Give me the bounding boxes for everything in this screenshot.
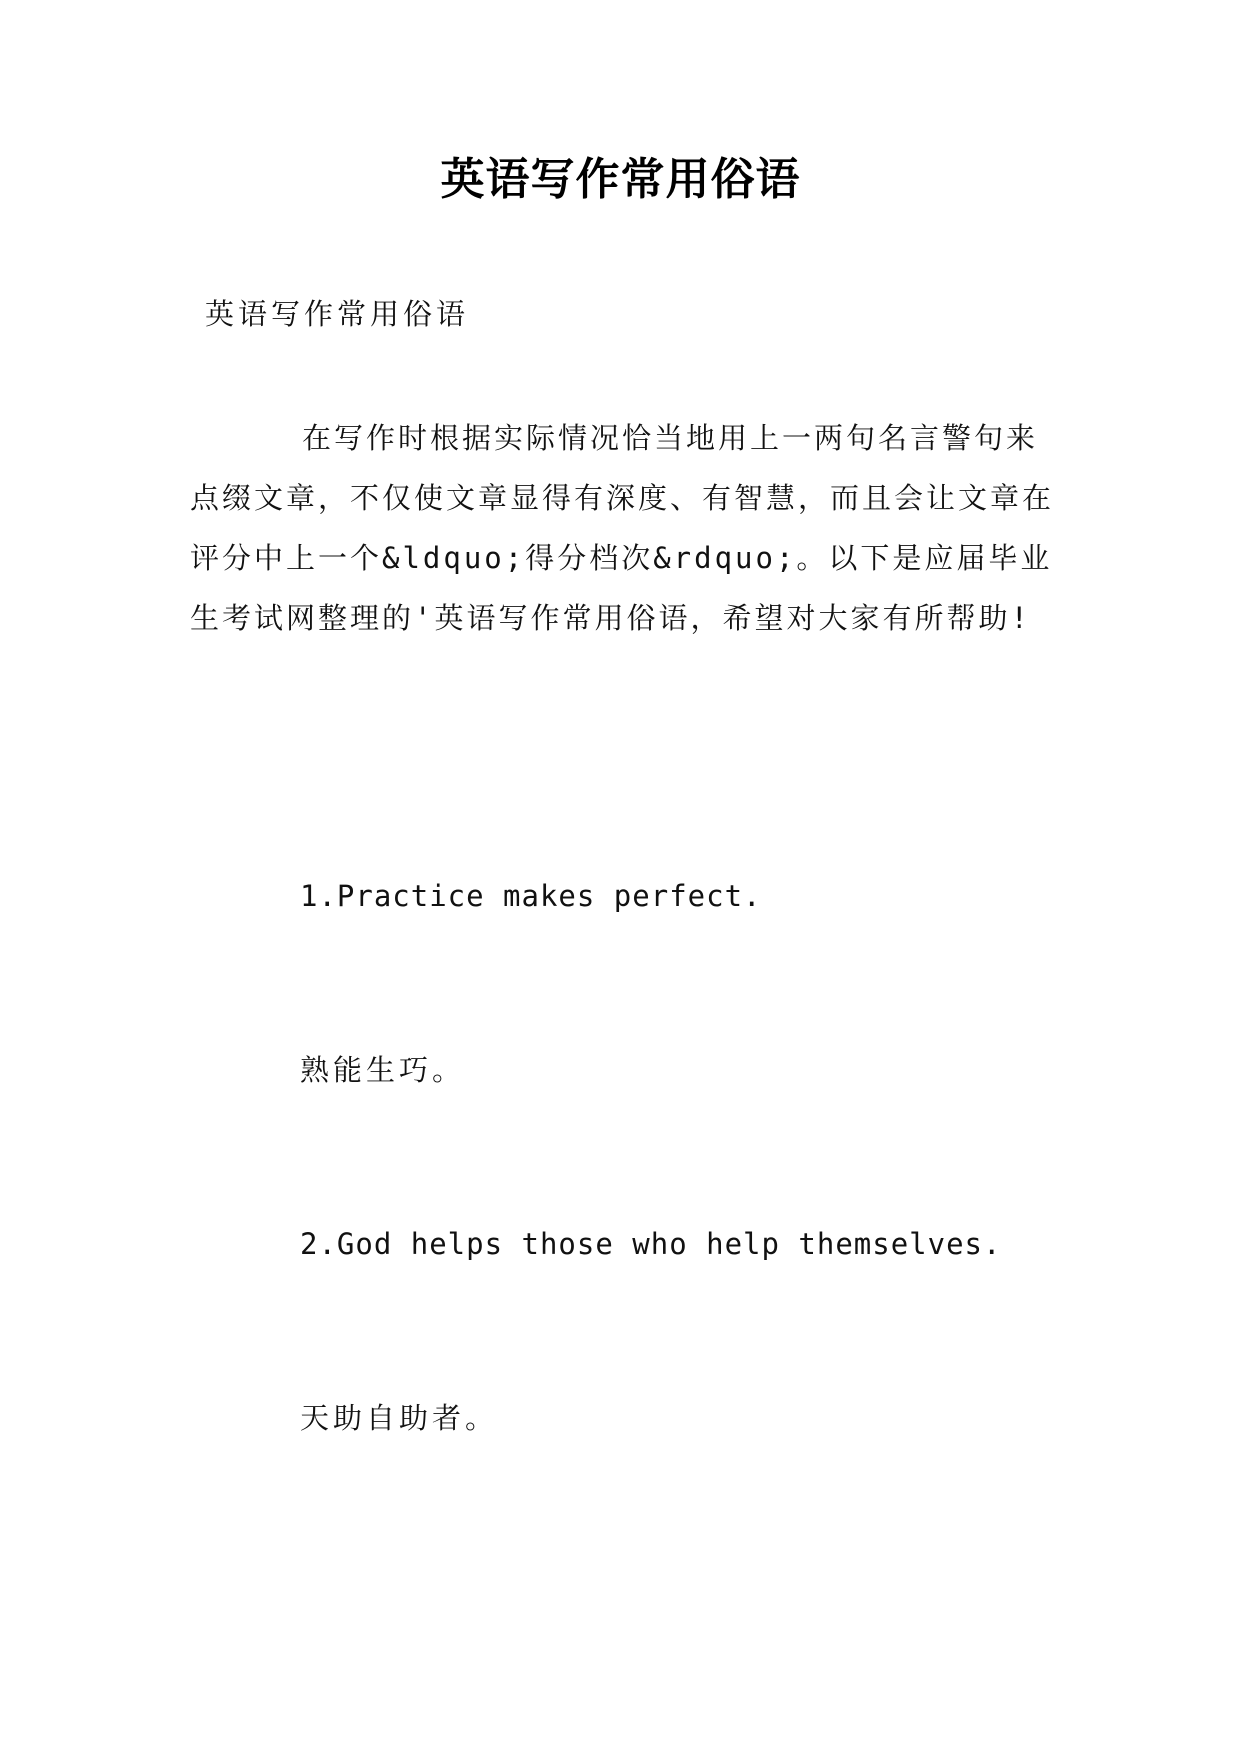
intro-paragraph: 在写作时根据实际情况恰当地用上一两句名言警句来点缀文章，不仅使文章显得有深度、有智慧，而且会让文章在评分中上一个&ldquo;得分档次&rdquo;。以下是应届毕业生考试网整理的'英语写作常用俗语，希望对大家有所帮助! [190,421,1055,635]
saying-2-english: 2.God helps those who help themselves. [300,1227,1002,1261]
saying-1-english: 1.Practice makes perfect. [300,879,762,913]
document-title: 英语写作常用俗语 [440,154,801,205]
saying-1-chinese: 熟能生巧。 [300,1053,466,1087]
document-subtitle: 英语写作常用俗语 [205,297,470,331]
saying-2-chinese: 天助自助者。 [300,1401,499,1435]
